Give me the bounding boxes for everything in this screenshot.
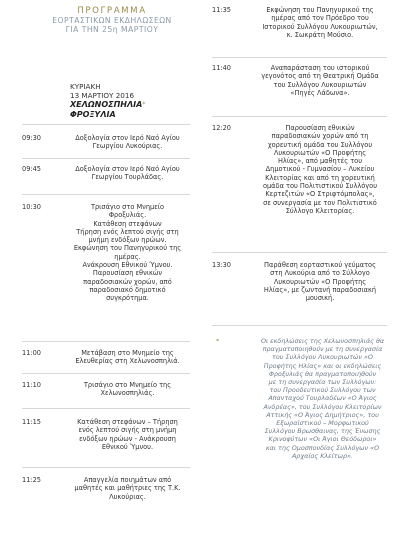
program-subtitle-2: ΓΙΑ ΤΗΝ 25η ΜΑΡΤΙΟΥ xyxy=(65,25,159,34)
divider xyxy=(22,124,190,125)
event-line: Γεωργίου Λυκούριας. xyxy=(92,142,163,151)
event-line: Ηλίας», από μαθητές του xyxy=(277,157,363,166)
event-time: 13:30 xyxy=(212,261,232,269)
footnote-line: και της Ομοσπονδίας Συλλόγων «Ο xyxy=(265,443,380,452)
event-description xyxy=(250,124,390,215)
divider xyxy=(22,341,190,342)
footnote-line: του Προοδευτικού Συλλόγου των xyxy=(269,386,376,395)
event-line: μουσική. xyxy=(305,294,335,303)
event-time: 11:35 xyxy=(212,6,232,14)
event-line: Παράθεση εορταστικού γεύματος xyxy=(264,261,376,269)
footnote-line: Αρχαίος Κλείτωρ». xyxy=(291,451,354,460)
event-line: ενδόξων ηρώων - Ανάκρουση xyxy=(79,434,176,443)
event-time: 09:30 xyxy=(22,134,42,142)
event-line: Παρουσίαση εθνικών xyxy=(92,269,163,278)
event-line: Χελωνοσπηλιάς. xyxy=(100,389,155,398)
event-description xyxy=(60,476,195,501)
event-line: Μετάβαση στο Μνημείο της xyxy=(81,349,174,357)
date: 13 ΜΑΡΤΙΟΥ 2016 xyxy=(70,91,135,100)
event-line: κ. Σωκράτη Μούσιο. xyxy=(286,30,354,39)
footnote-text xyxy=(250,337,395,460)
footnote-line: Αττικής «Ο Άγιος Δημήτριος», του xyxy=(266,410,379,419)
footnote-line: Εξωραϊστικού – Μορφωτικού xyxy=(276,419,369,428)
event-line: χορευτική ομάδα του Συλλόγου xyxy=(267,140,373,149)
event-description xyxy=(60,203,195,303)
event-description xyxy=(60,418,195,451)
event-line: Αναπαράσταση του ιστορικού xyxy=(270,64,370,72)
event-time: 12:20 xyxy=(212,124,232,132)
divider xyxy=(212,325,387,326)
event-line: ομάδα του Πολιτιστικού Συλλόγου xyxy=(262,182,378,191)
event-time: 11:40 xyxy=(212,64,232,72)
event-line: Τρισάγιο στο Μνημείο xyxy=(90,203,165,211)
footnote-line: Συλλόγου Βρωσθαινας, της Ένωσης xyxy=(264,427,381,436)
footnote-line: Οι εκδηλώσεις της Χελωνοσπηλιάς θα xyxy=(260,337,385,345)
event-line: Παρουσίαση εθνικών xyxy=(285,124,355,132)
footnote-line: Απανταχού Τουρλαδέων «Ο Άγιος xyxy=(268,394,377,403)
event-line: Τρισάγιο στο Μνημείο της xyxy=(83,381,172,389)
place-1: ΧΕΛΩΝΟΣΠΗΛΙΑ xyxy=(70,100,143,109)
divider xyxy=(212,252,387,253)
event-line: Δημοτικού - Γυμνασίου – Λυκείου xyxy=(265,165,375,174)
event-line: Ελευθερίας στη Χελωνοσπηλιά. xyxy=(75,357,180,366)
event-line: μνήμη ενδόξων ηρώων. xyxy=(88,236,167,245)
event-line: Απαγγελία ποιημάτων από xyxy=(83,476,172,484)
weekday: ΚΥΡΙΑΚΗ xyxy=(70,82,101,91)
event-line: γεγονότος από τη Θεατρική Ομάδα xyxy=(261,72,379,81)
event-time: 11:15 xyxy=(22,418,42,426)
event-description xyxy=(250,6,390,39)
divider xyxy=(212,116,387,117)
event-time: 10:30 xyxy=(22,203,42,211)
footnote-line: του Συλλόγου Λυκουριωτών «Ο xyxy=(272,353,373,362)
event-line: Ηλίας», με ζωντανή παραδοσιακή xyxy=(263,285,377,294)
event-line: ημέρας από τον Πρόεδρο του xyxy=(271,14,369,23)
footnote-line: με τη συνεργασία των Συλλόγων: xyxy=(268,378,377,387)
event-line: Κατάθεση στεφάνων – Τήρηση xyxy=(77,418,178,426)
event-description xyxy=(60,349,195,366)
event-time: 11:00 xyxy=(22,349,42,357)
footnote-line: Ανδρέας», του Συλλόγου Κλειτορίων xyxy=(263,402,382,411)
divider xyxy=(22,467,190,468)
divider xyxy=(22,373,190,374)
event-line: παραδοσιακό δημοτικό xyxy=(89,285,166,294)
event-line: Ιστορικού Συλλόγου Λυκουριωτών, xyxy=(262,22,378,31)
footnote-line: πραγματοποιηθούν με τη συνεργασία xyxy=(262,345,383,354)
event-line: Φροξυλιάς. xyxy=(108,211,147,220)
divider xyxy=(212,57,387,58)
event-line: Σύλλογο Κλειτορίας. xyxy=(285,206,355,215)
event-description xyxy=(250,261,390,302)
program-title: ΠΡΟΓΡΑΜΜΑ xyxy=(77,6,147,16)
event-line: σε συνεργασία με τον Πολιτιστικό xyxy=(263,198,377,207)
event-line: μαθητές και μαθήτριες της Τ.Κ. xyxy=(74,484,181,493)
footnote-line: Κρινοφύτων «Οι Άγιοι Θεόδωροι» xyxy=(268,435,377,444)
event-description xyxy=(60,381,195,398)
divider xyxy=(22,408,190,409)
event-line: Κατάθεση στεφάνων xyxy=(93,219,162,228)
footnote-line: Προφήτης Ηλίας» και οι εκδηλώσεις xyxy=(263,361,382,370)
event-line: Λυκουριωτών «Ο Προφήτης xyxy=(273,148,367,157)
event-line: στη Λυκούρια από το Σύλλογο xyxy=(270,269,370,278)
place-heading xyxy=(70,100,200,110)
divider xyxy=(22,194,190,195)
event-description xyxy=(60,165,195,182)
divider xyxy=(22,158,190,159)
event-description xyxy=(250,64,390,97)
event-line: συγκρότημα. xyxy=(106,294,149,303)
event-line: ημέρας. xyxy=(114,252,141,261)
program-title-block xyxy=(22,6,202,34)
day-heading xyxy=(70,82,200,120)
asterisk-icon: * xyxy=(142,101,146,108)
event-line: Εκφώνηση του Πανηγυρικού της xyxy=(73,244,182,253)
event-line: ενός λεπτού σιγής στη μνήμη xyxy=(78,426,177,435)
event-line: Λυκούριας. xyxy=(109,492,146,501)
event-line: Ανάκρουση Εθνικού Ύμνου. xyxy=(82,261,173,270)
event-time: 09:45 xyxy=(22,165,42,173)
asterisk-icon: * xyxy=(216,337,220,345)
event-line: παραδοσιακών χορών από τη xyxy=(271,132,369,141)
event-line: Λυκουριωτών «Ο Προφήτης xyxy=(273,277,367,286)
event-time: 11:10 xyxy=(22,381,42,389)
event-time: 11:25 xyxy=(22,476,42,484)
event-line: Εκφώνηση του Πανηγυρικού της xyxy=(266,6,374,14)
footnote-line: Φροξυλιάς θα πραγματοποιηθούν xyxy=(268,369,377,378)
event-line: «Πηγές Λάδωνα». xyxy=(290,88,350,97)
event-line: Κλειτορίας και από τη χορευτική xyxy=(265,173,375,182)
event-line: Δοξολογία στον Ιερό Ναό Αγίου xyxy=(75,165,180,173)
event-line: Γεωργίου Τουρλάδας. xyxy=(91,173,164,182)
event-line: Τήρηση ενός λεπτού σιγής στη xyxy=(76,227,179,236)
event-line: παραδοσιακών χορών, από xyxy=(83,277,172,286)
place-2: ΦΡΟΞΥΛΙΑ xyxy=(70,110,116,119)
program-subtitle-1: ΕΟΡΤΑΣΤΙΚΩΝ ΕΚΔΗΛΩΣΕΩΝ xyxy=(52,16,172,25)
event-description xyxy=(60,134,195,151)
event-line: Δοξολογία στον Ιερό Ναό Αγίου xyxy=(75,134,180,142)
event-line: του Συλλόγου Λυκουριωτών xyxy=(273,80,367,89)
event-line: Κερτεζιτών «Ο Στριφτόμπολας», xyxy=(265,190,375,199)
event-line: Εθνικού Ύμνου. xyxy=(101,442,154,451)
